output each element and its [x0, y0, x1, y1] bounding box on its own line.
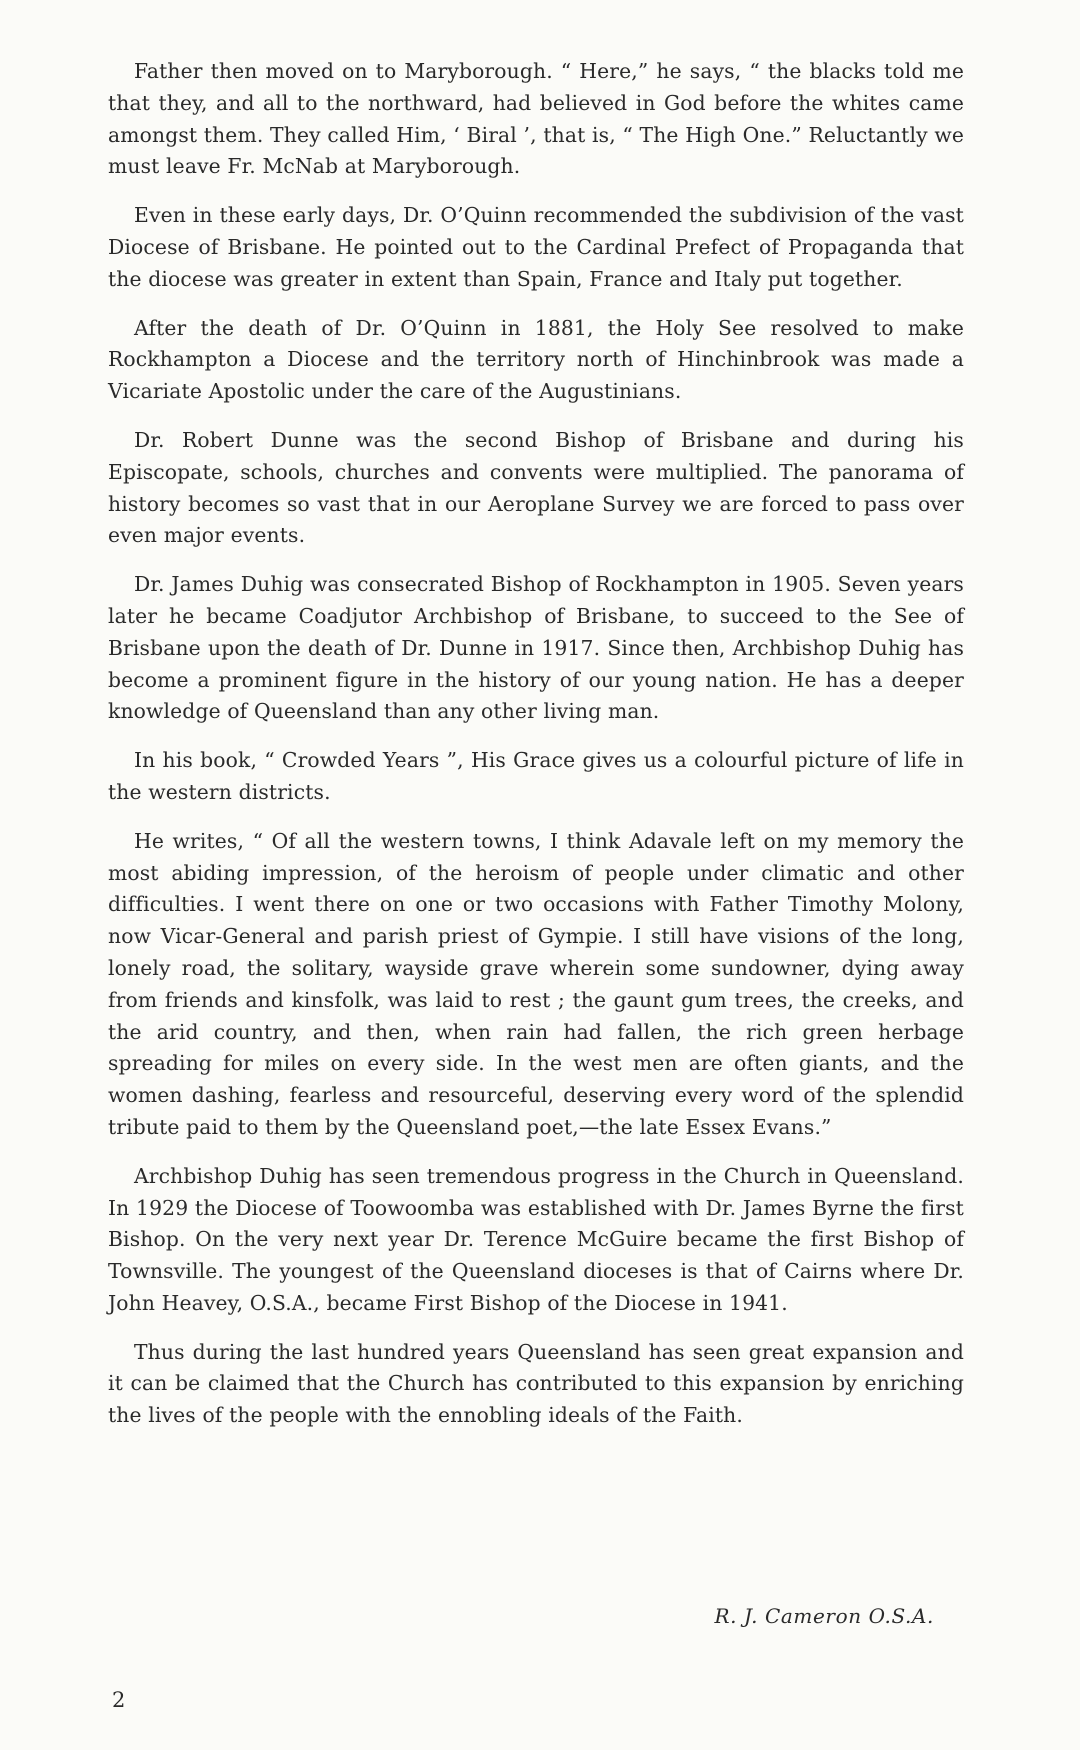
paragraph-progress: Archbishop Duhig has seen tremendous progress in the Church in Queensland. In 1929 the Diocese of Toowoomba was established with Dr. James Byrne the first Bishop. On the very next year Dr. Terence McGuire became the first Bishop of Townsville. The youngest of the Queensland dioceses is that of Cairns where Dr. John Heavey, O.S.A., became First Bishop of the Diocese in 1941.: [108, 1163, 964, 1315]
paragraph-subdivision: Even in these early days, Dr. O’Quinn recommended the subdivision of the vast Diocese of Brisbane. He pointed out to the Cardinal Prefect of Propaganda that the diocese was greater in extent than Spain, France and Italy put together.: [108, 203, 964, 291]
paragraph-rockhampton-diocese: After the death of Dr. O’Quinn in 1881, the Holy See resolved to make Rockhampton a Diocese and the territory north of Hinchinbrook was made a Vicariate Apostolic under the care of the Augustinians.: [108, 315, 964, 404]
body-text: [108, 56, 964, 1449]
paragraph-robert-dunne: Dr. Robert Dunne was the second Bishop of Brisbane and during his Episcopate, schools, churches and convents were multiplied. The panorama of history becomes so vast that in our Aeroplane Survey we are forced to pass over even major events.: [108, 427, 964, 548]
author-signature: R. J. Cameron O.S.A.: [714, 1604, 934, 1628]
paragraph-conclusion: Thus during the last hundred years Queensland has seen great expansion and it can be claimed that the Church has contributed to this expansion by enriching the lives of the people with the ennobling ideals of the Faith.: [108, 1339, 964, 1428]
page-number: 2: [112, 1688, 126, 1712]
paragraph-crowded-years: In his book, “ Crowded Years ”, His Grace gives us a colourful picture of life in the western districts.: [108, 748, 964, 804]
paragraph-adavale-quote: He writes, “ Of all the western towns, I think Adavale left on my memory the most abiding impression, of the heroism of people under climatic and other difficulties. I went there on one or two occasions with Father Timothy Molony, now Vicar-General and parish priest of Gympie. I still have visions of the long, lonely road, the solitary, wayside grave wherein some sundowner, dying away from friends and kinsfolk, was laid to rest ; the gaunt gum trees, the creeks, and the arid country, and then, when rain had fallen, the rich green herbage spreading for miles on every side. In the west men are often giants, and the women dashing, fearless and resourceful, deserving every word of the splendid tribute paid to them by the Queensland poet,—the late Essex Evans.”: [108, 828, 964, 1139]
paragraph-james-duhig: Dr. James Duhig was consecrated Bishop of Rockhampton in 1905. Seven years later he became Coadjutor Archbishop of Brisbane, to succeed to the See of Brisbane upon the death of Dr. Dunne in 1917. Since then, Archbishop Duhig has become a prominent figure in the history of our young nation. He has a deeper knowledge of Queensland than any other living man.: [108, 572, 964, 724]
paragraph-maryborough: Father then moved on to Maryborough. “ Here,” he says, “ the blacks told me that they, and all to the northward, had believed in God before the whites came amongst them. They called Him, ‘ Biral ’, that is, “ The High One.” Reluctantly we must leave Fr. McNab at Maryborough.: [108, 59, 964, 179]
